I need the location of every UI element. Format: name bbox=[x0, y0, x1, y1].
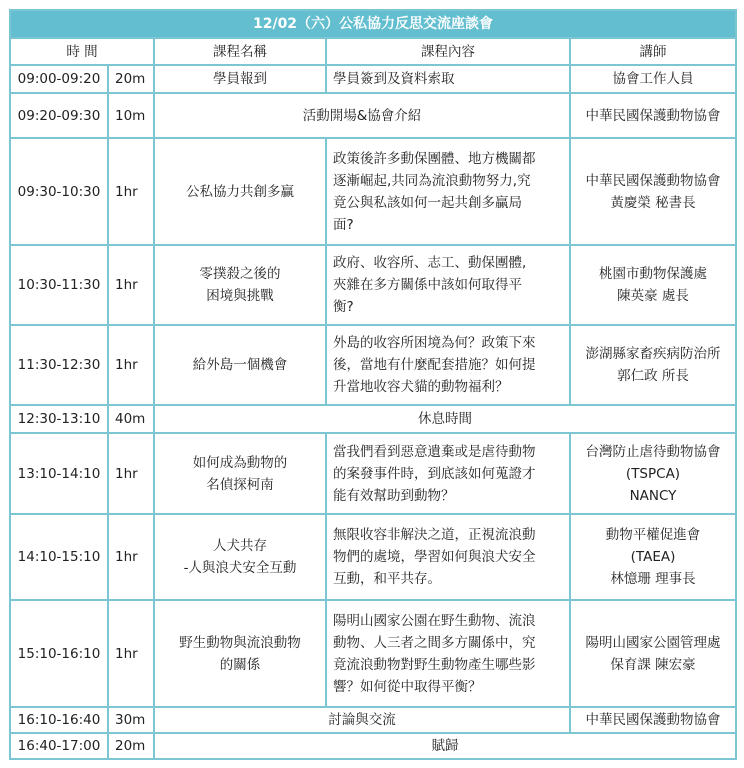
speaker-cell-line: 陳英豪 處長 bbox=[617, 288, 689, 304]
header-course: 課程名稱 bbox=[154, 38, 326, 65]
content-cell-line: 面? bbox=[333, 216, 354, 233]
merged-activity-cell bbox=[154, 707, 570, 733]
speaker-cell-line: 動物平權促進會 bbox=[605, 527, 701, 543]
content-cell-line: 動物、人三者之間多方關係中，究 bbox=[333, 634, 536, 651]
speaker-cell bbox=[570, 245, 736, 325]
time-cell: 12:30-13:10 bbox=[10, 405, 108, 433]
header-content: 課程內容 bbox=[326, 38, 570, 65]
merged-activity-cell-line: 休息時間 bbox=[418, 411, 472, 427]
course-cell-line: -人與浪犬安全互動 bbox=[183, 560, 297, 576]
speaker-cell-line: 中華民國保護動物協會 bbox=[585, 107, 721, 124]
course-cell-line: 公私協力共創多贏 bbox=[186, 183, 294, 200]
speaker-cell-line: 中華民國保護動物協會 bbox=[585, 172, 721, 189]
speaker-cell-line: (TAEA) bbox=[630, 549, 676, 565]
merged-activity-cell-line: 活動開場&協會介紹 bbox=[302, 107, 422, 124]
schedule-body bbox=[10, 65, 736, 759]
schedule-title: 12/02（六）公私協力反思交流座談會 bbox=[10, 10, 736, 38]
schedule-row bbox=[10, 733, 736, 759]
duration-cell: 1hr bbox=[108, 245, 154, 325]
schedule-row bbox=[10, 707, 736, 733]
content-cell-line: 政府、收容所、志工、動保團體, bbox=[333, 255, 527, 271]
merged-activity-cell-line: 討論與交流 bbox=[328, 712, 396, 728]
content-cell-line: 竟公與私該如何一起共創多贏局 bbox=[333, 194, 522, 211]
time-cell: 09:20-09:30 bbox=[10, 93, 108, 138]
course-cell bbox=[154, 433, 326, 514]
content-cell-line: 響？如何從中取得平衡？ bbox=[333, 678, 482, 695]
course-cell bbox=[154, 65, 326, 93]
schedule-table bbox=[9, 9, 737, 760]
course-cell-line: 野生動物與流浪動物 bbox=[179, 634, 301, 651]
title-row bbox=[10, 10, 736, 38]
content-cell bbox=[326, 65, 570, 93]
header-row bbox=[10, 38, 736, 65]
content-cell bbox=[326, 138, 570, 245]
speaker-cell-line: 協會工作人員 bbox=[612, 71, 694, 87]
duration-cell: 10m bbox=[108, 93, 154, 138]
content-cell-line: 逐漸崛起,共同為流浪動物努力,究 bbox=[333, 172, 531, 189]
speaker-cell-line: 林憶珊 理事長 bbox=[610, 571, 696, 587]
course-cell bbox=[154, 245, 326, 325]
schedule-row bbox=[10, 514, 736, 600]
schedule-row bbox=[10, 600, 736, 707]
speaker-cell-line: 郭仁政 所長 bbox=[617, 368, 689, 384]
time-cell: 16:40-17:00 bbox=[10, 733, 108, 759]
time-cell: 14:10-15:10 bbox=[10, 514, 108, 600]
merged-activity-cell bbox=[154, 405, 736, 433]
course-cell bbox=[154, 600, 326, 707]
course-cell bbox=[154, 138, 326, 245]
course-cell bbox=[154, 514, 326, 600]
speaker-cell bbox=[570, 600, 736, 707]
duration-cell: 30m bbox=[108, 707, 154, 733]
duration-cell: 1hr bbox=[108, 514, 154, 600]
speaker-cell-line: (TSPCA) bbox=[625, 465, 681, 482]
content-cell-line: 衡? bbox=[333, 299, 354, 315]
content-cell-line: 無限收容非解決之道，正視流浪動 bbox=[333, 527, 536, 543]
time-cell: 13:10-14:10 bbox=[10, 433, 108, 514]
schedule-row bbox=[10, 325, 736, 405]
schedule-row bbox=[10, 245, 736, 325]
time-cell: 15:10-16:10 bbox=[10, 600, 108, 707]
content-cell bbox=[326, 433, 570, 514]
speaker-cell bbox=[570, 514, 736, 600]
speaker-cell bbox=[570, 433, 736, 514]
header-speaker: 講師 bbox=[570, 38, 736, 65]
time-cell: 09:30-10:30 bbox=[10, 138, 108, 245]
duration-cell: 1hr bbox=[108, 138, 154, 245]
content-cell-line: 外島的收容所困境為何？政策下來 bbox=[333, 335, 536, 351]
course-cell-line: 零撲殺之後的 bbox=[199, 266, 281, 282]
course-cell-line: 學員報到 bbox=[213, 71, 267, 87]
merged-activity-cell-line: 賦歸 bbox=[431, 738, 459, 754]
content-cell-line: 竟流浪動物對野生動物產生哪些影 bbox=[333, 656, 536, 673]
duration-cell: 20m bbox=[108, 733, 154, 759]
merged-activity-cell bbox=[154, 733, 736, 759]
course-cell-line: 困境與挑戰 bbox=[206, 288, 274, 304]
speaker-cell bbox=[570, 138, 736, 245]
content-cell-line: 升當地收容犬貓的動物福利？ bbox=[333, 379, 509, 395]
content-cell bbox=[326, 600, 570, 707]
course-cell bbox=[154, 325, 326, 405]
course-cell-line: 給外島一個機會 bbox=[192, 357, 288, 373]
content-cell bbox=[326, 245, 570, 325]
speaker-cell-line: 陽明山國家公園管理處 bbox=[585, 634, 721, 651]
time-cell: 16:10-16:40 bbox=[10, 707, 108, 733]
speaker-cell bbox=[570, 707, 736, 733]
speaker-cell-line: NANCY bbox=[629, 487, 677, 504]
content-cell-line: 當我們看到惡意遺棄或是虐待動物 bbox=[333, 443, 536, 460]
speaker-cell-line: 桃園市動物保護處 bbox=[599, 266, 707, 282]
schedule-row bbox=[10, 65, 736, 93]
content-cell-line: 政策後許多動保團體、地方機關都 bbox=[333, 150, 536, 167]
duration-cell: 20m bbox=[108, 65, 154, 93]
time-cell: 09:00-09:20 bbox=[10, 65, 108, 93]
content-cell-line: 後，當地有什麼配套措施？如何提 bbox=[333, 357, 536, 373]
course-cell-line: 名偵探柯南 bbox=[206, 476, 274, 493]
speaker-cell bbox=[570, 93, 736, 138]
speaker-cell-line: 黃慶榮 秘書長 bbox=[610, 194, 696, 211]
time-cell: 10:30-11:30 bbox=[10, 245, 108, 325]
header-time: 時 間 bbox=[10, 38, 154, 65]
speaker-cell-line: 澎湖縣家畜疾病防治所 bbox=[585, 346, 721, 362]
content-cell bbox=[326, 325, 570, 405]
speaker-cell-line: 保育課 陳宏豪 bbox=[610, 656, 696, 673]
speaker-cell bbox=[570, 325, 736, 405]
schedule-row bbox=[10, 433, 736, 514]
course-cell-line: 的關係 bbox=[219, 656, 261, 673]
content-cell-line: 夾雜在多方關係中該如何取得平 bbox=[333, 277, 522, 293]
content-cell-line: 陽明山國家公園在野生動物、流浪 bbox=[333, 612, 536, 629]
course-cell-line: 如何成為動物的 bbox=[192, 454, 288, 471]
content-cell-line: 物們的處境，學習如何與浪犬安全 bbox=[333, 549, 536, 565]
merged-activity-cell bbox=[154, 93, 570, 138]
speaker-cell-line: 中華民國保護動物協會 bbox=[585, 712, 721, 728]
duration-cell: 1hr bbox=[108, 433, 154, 514]
content-cell-line: 學員簽到及資料索取 bbox=[333, 71, 455, 87]
schedule-row bbox=[10, 138, 736, 245]
speaker-cell-line: 台灣防止虐待動物協會 bbox=[585, 443, 721, 460]
time-cell: 11:30-12:30 bbox=[10, 325, 108, 405]
duration-cell: 1hr bbox=[108, 325, 154, 405]
schedule-row bbox=[10, 405, 736, 433]
course-cell-line: 人犬共存 bbox=[213, 538, 267, 554]
content-cell bbox=[326, 514, 570, 600]
content-cell-line: 的案發事件時，到底該如何蒐證才 bbox=[333, 465, 536, 482]
speaker-cell bbox=[570, 65, 736, 93]
content-cell-line: 互動，和平共存。 bbox=[333, 571, 441, 587]
content-cell-line: 能有效幫助到動物？ bbox=[333, 487, 455, 504]
duration-cell: 40m bbox=[108, 405, 154, 433]
schedule-row bbox=[10, 93, 736, 138]
duration-cell: 1hr bbox=[108, 600, 154, 707]
